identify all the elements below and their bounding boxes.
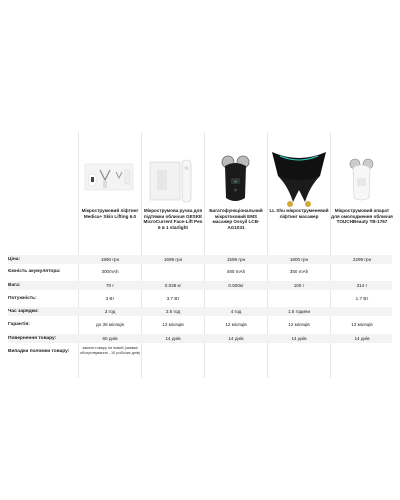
warranty-value: 12 місяців [162, 322, 184, 327]
row-warranty [8, 320, 392, 329]
row-price [8, 255, 392, 264]
row-return [8, 334, 392, 343]
return-value: 14 днів [354, 336, 370, 341]
power-value [268, 294, 330, 303]
row-label: Вага: [8, 283, 21, 288]
product-image-medica[interactable] [79, 146, 141, 208]
charge-value: 1.5 години [287, 309, 311, 314]
weight-value: 0.500кг [228, 283, 244, 288]
power-value: 3 Вт [105, 296, 115, 301]
row-label: Потужність: [8, 296, 37, 301]
price-value: 1699 грн [163, 257, 183, 262]
product-image-geske[interactable] [142, 146, 204, 208]
charge-value: 4 год [230, 309, 242, 314]
price-value: 1800 грн [289, 257, 309, 262]
warranty-value: 12 місяців [288, 322, 310, 327]
power-value: 3.7 Вт [166, 296, 180, 301]
battery-value: 480 mAh [226, 269, 246, 274]
price-value: 1599 грн [226, 257, 246, 262]
product-column-touchbeauty[interactable] [331, 132, 393, 252]
charge-value: 2.5 год [165, 309, 181, 314]
power-value: 1.7 Вт [355, 296, 369, 301]
row-power [8, 294, 392, 303]
warranty-value: до 36 місяців [96, 322, 124, 327]
defects-note: заміна товару на новий (заявка обслуговування - 10 робочих днів) [79, 346, 141, 355]
charge-value: 3 год [104, 309, 116, 314]
product-column-ossyil[interactable] [205, 132, 267, 252]
row-label: Ціна: [8, 257, 20, 262]
battery-value: 350 mAh [289, 269, 309, 274]
product-name[interactable]: Мікрострумовий апарат для омолодження обличчя TOUCHBeauty TB-1767 [331, 208, 393, 225]
product-column-llshu[interactable] [268, 132, 330, 252]
return-value: 60 днів [102, 336, 118, 341]
product-name[interactable]: Мікрострумова ручка для підтяжки обличчя GESKE MicroCurrent Face-Lift Pen 6 в 1 starlight [143, 208, 203, 230]
row-weight [8, 281, 392, 290]
row-label: Час зарядки: [8, 309, 39, 314]
power-value [205, 294, 267, 303]
battery-value [142, 267, 204, 276]
return-value: 14 днів [291, 336, 307, 341]
charge-value [331, 307, 393, 316]
price-value: 2299 грн [352, 257, 372, 262]
battery-value [331, 267, 393, 276]
product-name[interactable]: Мікрострумовий ліфтинг Medica+ Skin Lifting 6.0 [81, 208, 139, 219]
product-image-touchbeauty[interactable] [331, 146, 393, 208]
product-name[interactable]: LL Shu мікроструменевий ліфтинг масажер [269, 208, 329, 219]
weight-value: 314 г [356, 283, 368, 288]
warranty-value: 12 місяців [225, 322, 247, 327]
product-image-llshu[interactable] [268, 146, 330, 208]
row-defects [8, 347, 392, 369]
warranty-value: 12 місяців [351, 322, 373, 327]
product-name[interactable]: Багатофункціональний мікротоковий EMS масажер Ossyil LCB-AG1031 [209, 208, 263, 230]
row-label: Ємність акумулятора: [8, 269, 61, 274]
row-label: Гарантія: [8, 322, 30, 327]
return-value: 14 днів [228, 336, 244, 341]
return-value: 14 днів [165, 336, 181, 341]
weight-value: 100 г [293, 283, 305, 288]
product-image-ossyil[interactable] [205, 146, 267, 208]
battery-value: 300mAh [101, 269, 119, 274]
row-label: Повернення товару: [8, 336, 57, 341]
svg-text:00: 00 [233, 179, 238, 184]
product-column-geske[interactable] [142, 132, 204, 252]
weight-value: 70 г [105, 283, 115, 288]
row-label: Випадки поломки товару: [8, 349, 70, 354]
row-charge-time [8, 307, 392, 316]
weight-value: 0.038 кг [164, 283, 182, 288]
price-value: 1990 грн [100, 257, 120, 262]
row-battery [8, 267, 392, 276]
product-column-medica[interactable] [79, 132, 141, 252]
